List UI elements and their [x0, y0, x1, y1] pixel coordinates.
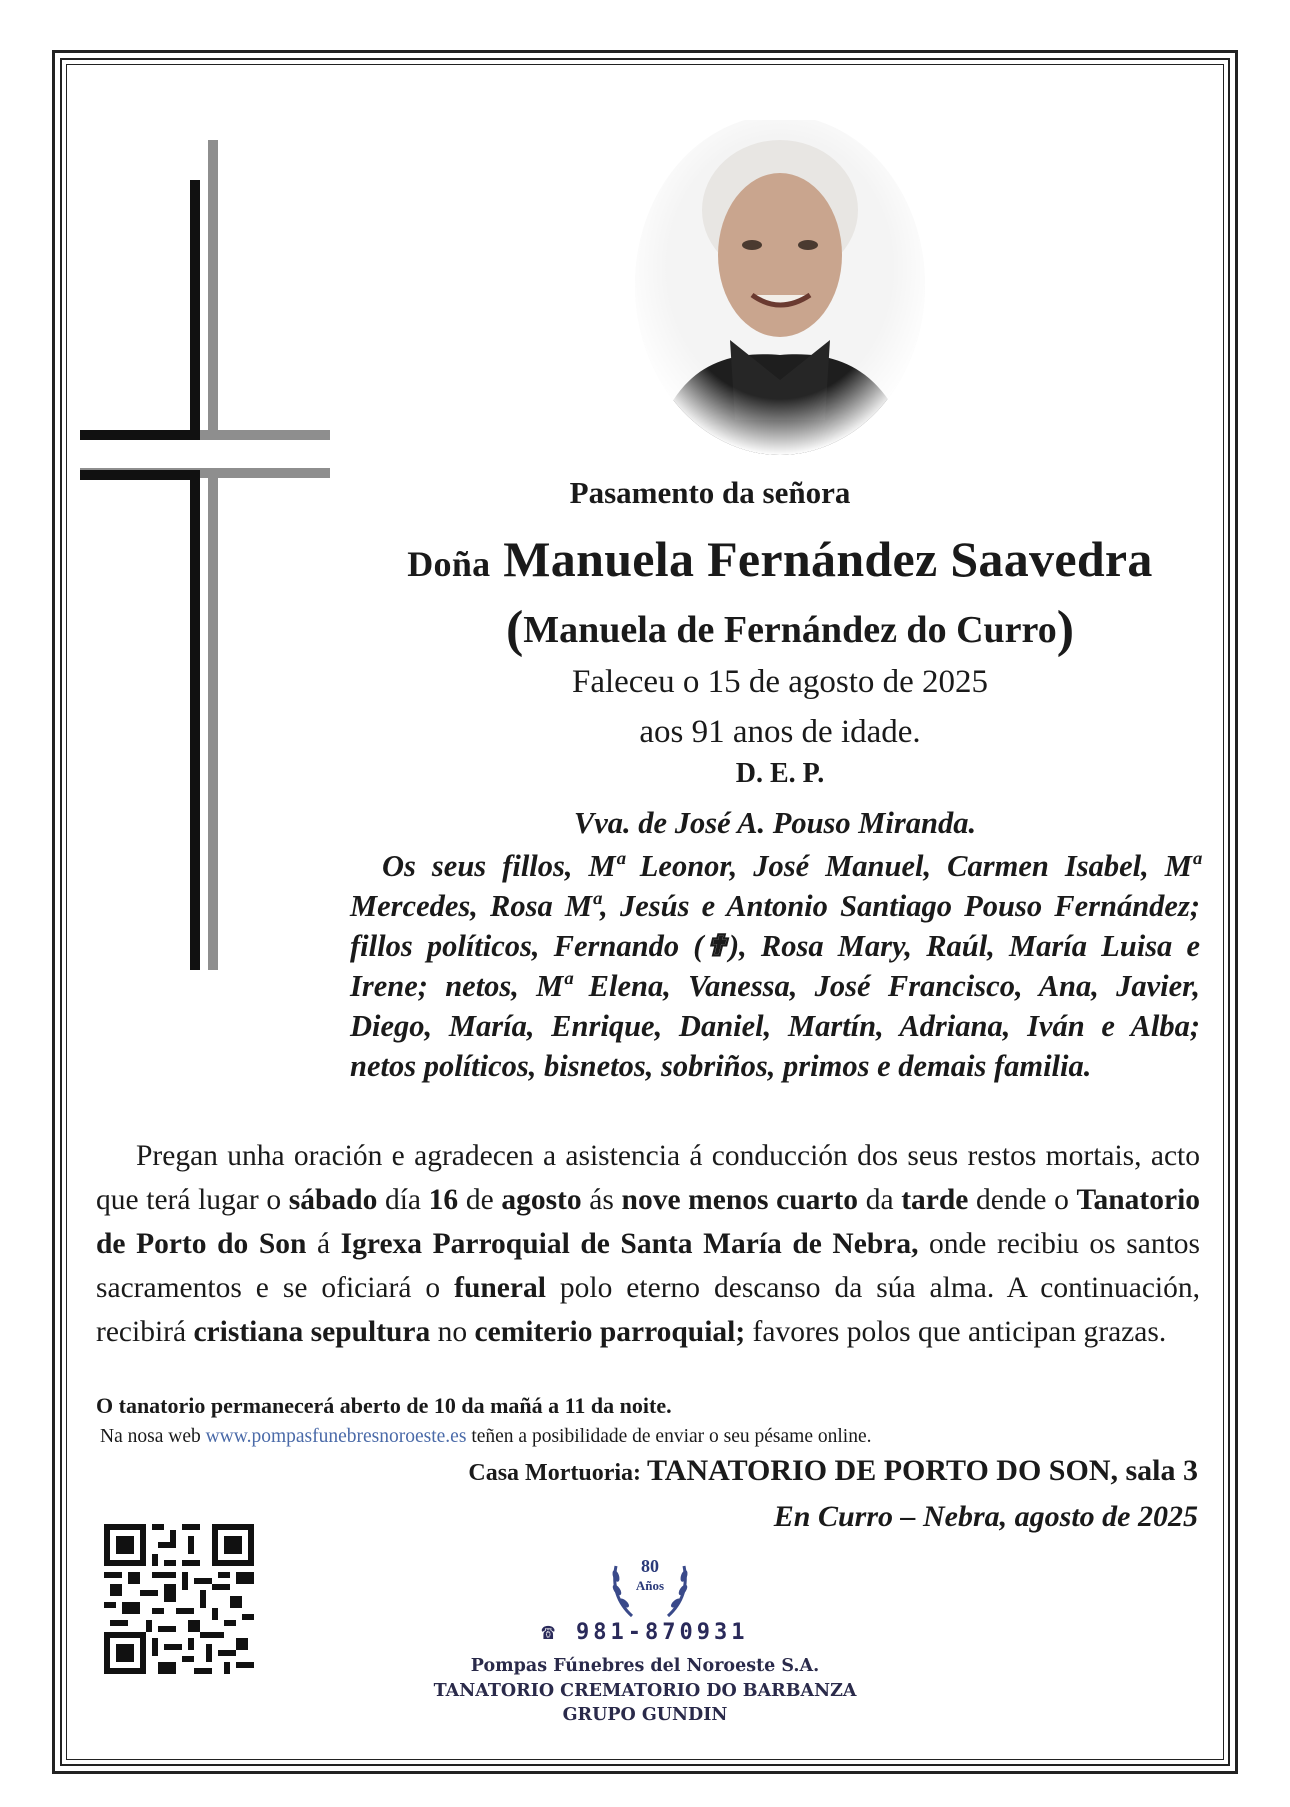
- opening-hours-note: O tanatorio permanecerá aberto de 10 da mañá a 11 da noite.: [96, 1393, 672, 1418]
- dep-line: D. E. P.: [735, 758, 825, 789]
- portrait-photo: [630, 120, 930, 460]
- alias-line: (Manuela de Fernández do Curro): [505, 601, 1075, 658]
- seal-word: Años: [635, 1578, 665, 1593]
- family-paragraph: Os seus fillos, Mª Leonor, José Manuel, Carmen Isabel, Mª Mercedes, Rosa Mª, Jesús e Antonio Santiago Pouso Fernández; fillos políticos, Fernando (✟), Rosa Mary, Raúl, María Luisa e Irene; netos, Mª Elena, Vanessa, José Francisco, Ana, Javier, Diego, María, Enrique, Daniel, Martín, Adriana, Iván e Alba; netos políticos, bisnetos, sobriños, primos e demais familia.: [350, 849, 1200, 1083]
- funeral-home-line: [468, 1454, 1198, 1488]
- phone-number[interactable]: 981-870931: [576, 1620, 749, 1645]
- deceased-name: [330, 530, 1230, 588]
- phone-icon: ☎: [541, 1620, 559, 1645]
- crematorium-name: TANATORIO CREMATORIO DO BARBANZA: [433, 1681, 857, 1701]
- funeral-home-value: TANATORIO DE PORTO DO SON, sala 3: [647, 1454, 1198, 1487]
- group-name: GRUPO GUNDIN: [562, 1705, 728, 1725]
- full-name: Manuela Fernández Saavedra: [503, 531, 1153, 587]
- intro-heading: Pasamento da señora: [569, 475, 851, 510]
- place-date: En Curro – Nebra, agosto de 2025: [773, 1500, 1198, 1533]
- small-cross-icon: ✟: [703, 929, 729, 963]
- website-link[interactable]: www.pompasfunebresnoroeste.es: [205, 1426, 467, 1447]
- name-prefix: Doña: [407, 544, 491, 584]
- web-note: Na nosa web www.pompasfunebresnoroeste.es teñen a posibilidade de enviar o seu pésame online.: [100, 1426, 872, 1447]
- cross-icon: [80, 140, 330, 970]
- qr-code[interactable]: [104, 1524, 254, 1674]
- seal-number: 80: [641, 1556, 659, 1576]
- age-line: aos 91 anos de idade.: [639, 714, 921, 750]
- ceremony-paragraph: Pregan unha oración e agradecen a asistencia á conducción dos seus restos mortais, acto que terá lugar o sábado día 16 de agosto ás nove menos cuarto da tarde dende o Tanatorio de Porto do Son á Igrexa Parroquial de Santa María de Nebra, onde recibiu os santos sacramentos e se oficiará o funeral polo eterno descanso da súa alma. A continuación, recibirá cristiana sepultura no cemiterio parroquial; favores polos que anticipan grazas.: [96, 1140, 1201, 1348]
- phone-line: [450, 1620, 840, 1645]
- alias: Manuela de Fernández do Curro: [523, 609, 1057, 651]
- funeral-home-label: Casa Mortuoria:: [468, 1460, 642, 1486]
- widow-line: Vva. de José A. Pouso Miranda.: [573, 806, 977, 840]
- company-name: Pompas Fúnebres del Noroeste S.A.: [470, 1656, 820, 1676]
- death-date: Faleceu o 15 de agosto de 2025: [571, 664, 989, 700]
